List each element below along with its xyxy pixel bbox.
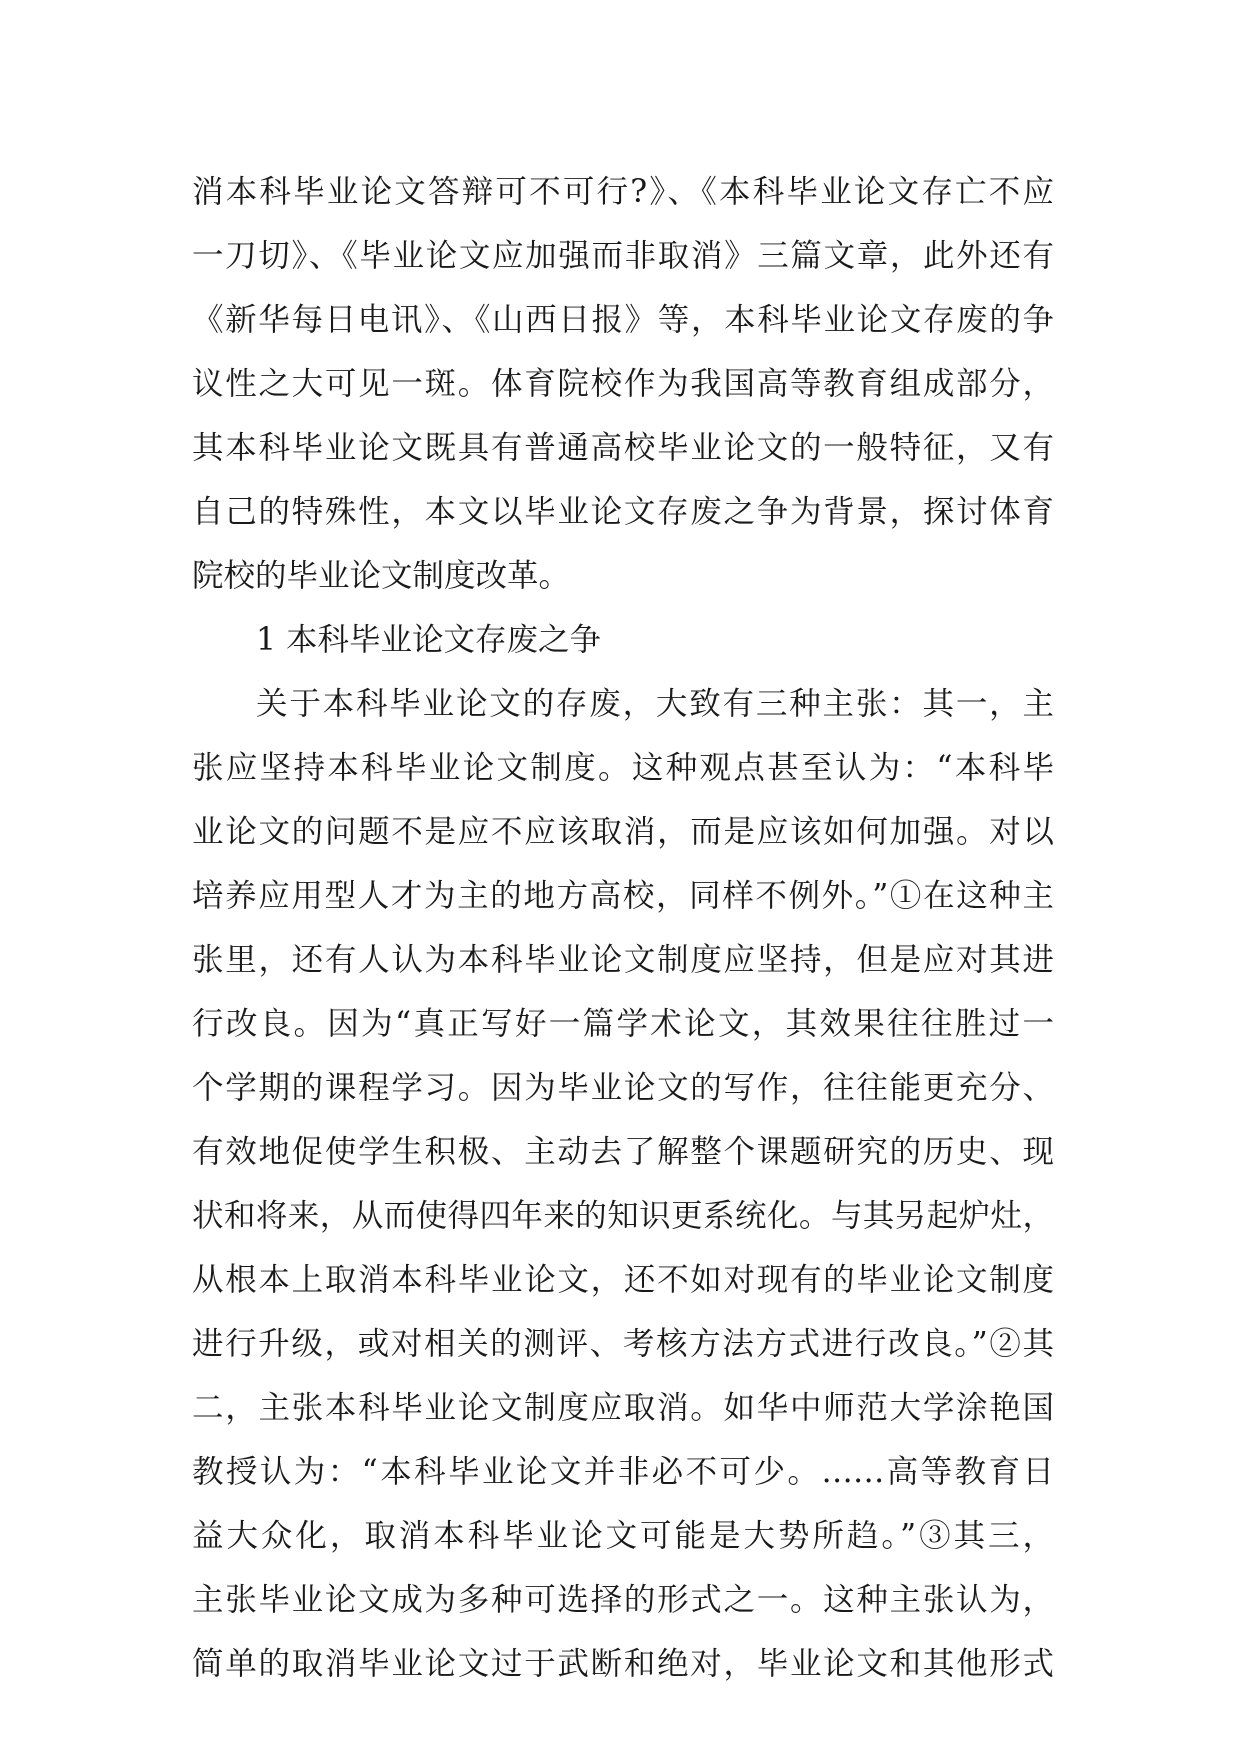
text-line: 张里，还有人认为本科毕业论文制度应坚持，但是应对其进: [192, 942, 1054, 978]
text-line: 教授认为：“本科毕业论文并非必不可少。……高等教育日: [192, 1454, 1054, 1490]
text-line: 一刀切》、《毕业论文应加强而非取消》三篇文章，此外还有: [192, 238, 1054, 274]
text-line: 有效地促使学生积极、主动去了解整个课题研究的历史、现: [192, 1134, 1054, 1170]
text-line: 进行升级，或对相关的测评、考核方法方式进行改良。”②其: [192, 1326, 1054, 1362]
text-line: 议性之大可见一斑。体育院校作为我国高等教育组成部分，: [192, 366, 1054, 402]
text-line: 自己的特殊性，本文以毕业论文存废之争为背景，探讨体育: [192, 494, 1054, 530]
text-line: 二，主张本科毕业论文制度应取消。如华中师范大学涂艳国: [192, 1390, 1054, 1426]
text-line: 培养应用型人才为主的地方高校，同样不例外。”①在这种主: [192, 878, 1054, 914]
text-line: 院校的毕业论文制度改革。: [192, 558, 571, 594]
paragraph-continued: [192, 160, 1054, 608]
text-line: 业论文的问题不是应不应该取消，而是应该如何加强。对以: [192, 814, 1054, 850]
text-line: 个学期的课程学习。因为毕业论文的写作，往往能更充分、: [192, 1070, 1054, 1106]
text-line: 张应坚持本科毕业论文制度。这种观点甚至认为：“本科毕: [192, 750, 1054, 786]
body-text: [192, 160, 1054, 1696]
text-line: 简单的取消毕业论文过于武断和绝对，毕业论文和其他形式: [192, 1646, 1054, 1682]
text-line: 行改良。因为“真正写好一篇学术论文，其效果往往胜过一: [192, 1006, 1054, 1042]
text-line: 《新华每日电讯》、《山西日报》等，本科毕业论文存废的争: [192, 302, 1054, 338]
text-line: 从根本上取消本科毕业论文，还不如对现有的毕业论文制度: [192, 1262, 1054, 1298]
text-line: 消本科毕业论文答辩可不可行?》、《本科毕业论文存亡不应: [192, 174, 1054, 210]
paragraph-debate: [192, 672, 1054, 1696]
text-line: 状和将来，从而使得四年来的知识更系统化。与其另起炉灶，: [192, 1198, 1054, 1234]
text-line: 关于本科毕业论文的存废，大致有三种主张：其一，主: [256, 686, 1054, 722]
text-line: 其本科毕业论文既具有普通高校毕业论文的一般特征，又有: [192, 430, 1054, 466]
text-line: 益大众化，取消本科毕业论文可能是大势所趋。”③其三，: [192, 1518, 1054, 1554]
section-heading: 1 本科毕业论文存废之争: [256, 622, 602, 658]
text-line: 主张毕业论文成为多种可选择的形式之一。这种主张认为，: [192, 1582, 1054, 1618]
